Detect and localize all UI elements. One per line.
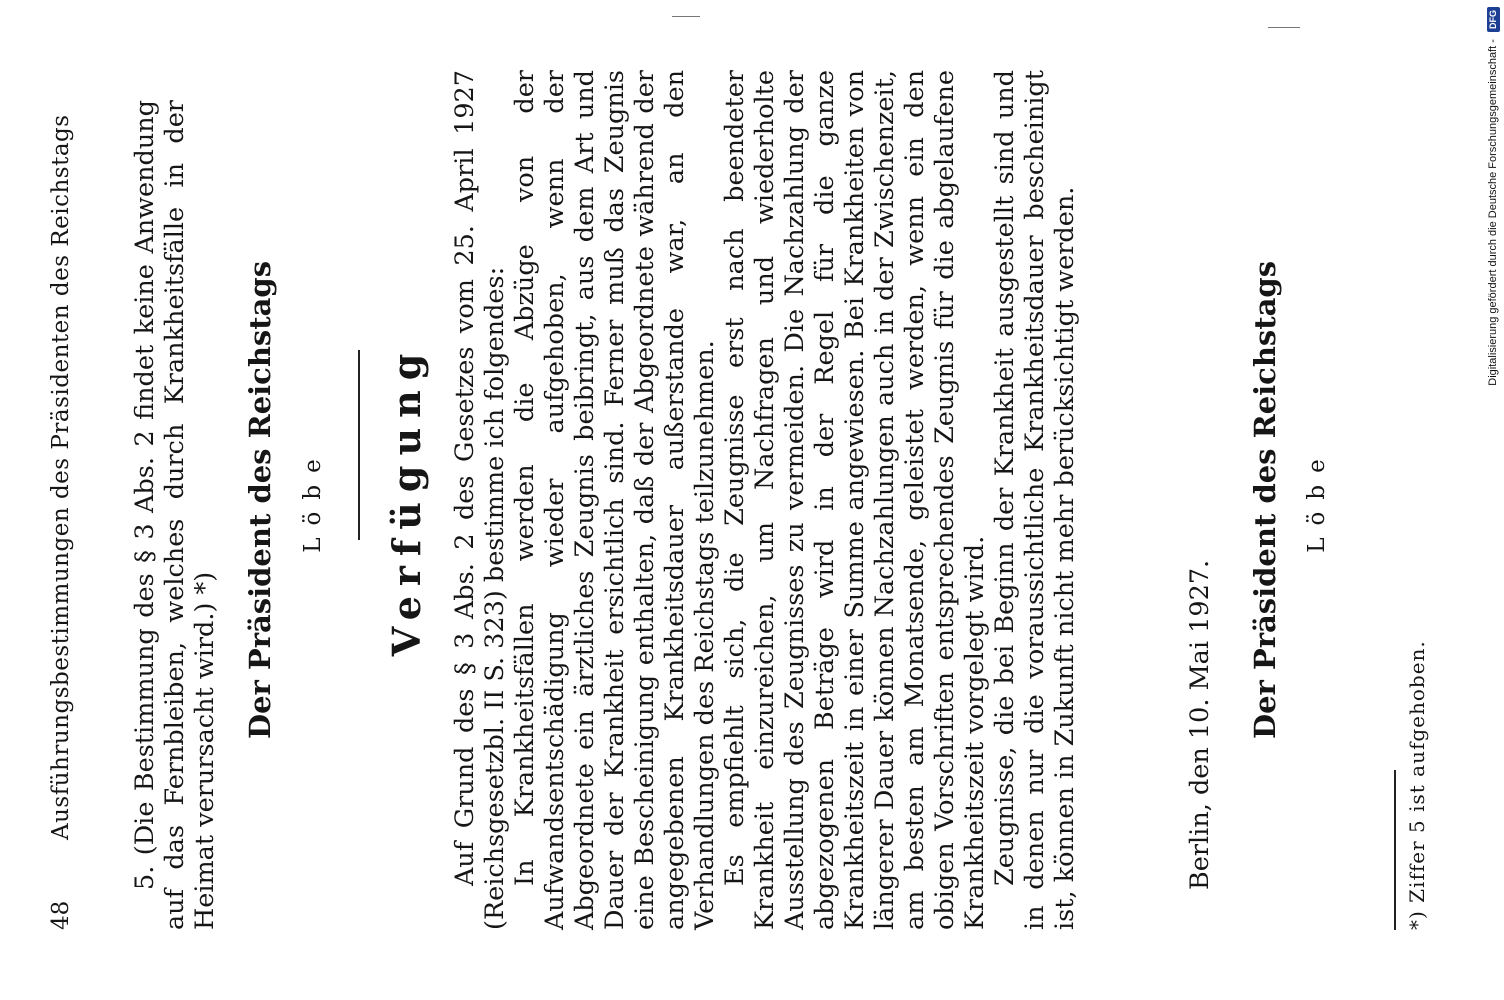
section-5-paragraph: 5. (Die Bestimmung des § 3 Abs. 2 findet keine Anwendung auf das Fernbleiben, welches durch Krankheitsfälle in der Heimat verursacht wird.) *) (130, 100, 220, 930)
page-number: 48 (48, 900, 74, 930)
footnote-rule (1394, 770, 1396, 930)
dfg-logo: DFG (1487, 7, 1500, 32)
decree-paragraph: Es empfiehlt sich, die Zeugnisse erst nach beendeter Krankheit einzureichen, um Nachfragen und wiederholte Ausstellung des Zeugnisses zu vermeiden. Die Nachzahlung der abgezogenen Beträge wird in der Regel für die ganze Krankheitszeit in einer Summe angewiesen. Bei Krankheiten von längerer Dauer können Nachzahlungen auch in der Zwischenzeit, am besten am Monatsende, geleistet werden, wenn ein den obigen Vorschriften entsprechendes Zeugnis für die abgelaufene Krankheitszeit vorgelegt wird. (720, 70, 990, 930)
footnote: *) Ziffer 5 ist aufgehoben. (1405, 640, 1429, 930)
scan-mark (672, 16, 700, 17)
decree-body (450, 70, 1080, 930)
dateline: Berlin, den 10. Mai 1927. (1185, 559, 1215, 890)
decree-heading: Verfügung (384, 343, 429, 657)
running-head (40, 70, 80, 930)
decree-paragraph: Zeugnisse, die bei Beginn der Krankheit ausgestellt sind und in denen nur die voraussichtliche Krankheitsdauer bescheinigt ist, können in Zukunft nicht mehr berücksichtigt werden. (990, 70, 1080, 930)
signature-name: Löbe (300, 447, 326, 553)
running-title: Ausführungsbestimmungen des Präsidenten des Reichstags (48, 114, 74, 840)
decree-paragraph: In Krankheitsfällen werden die Abzüge von der Aufwandsentschädigung wieder aufgehoben, wenn der Abgeordnete ein ärztliches Zeugnis beibringt, aus dem Art und Dauer der Krankheit ersichtlich sind. Ferner muß das Zeugnis eine Bescheinigung enthalten, daß der Abgeordnete während der angegebenen Krankheitsdauer außerstande war, an den Verhandlungen des Reichstags teilzunehmen. (510, 70, 720, 930)
scan-mark (1268, 27, 1300, 28)
rotated-document (40, 70, 1429, 930)
credit-text: Digitalisierung gefördert durch die Deutsche Forschungsgemeinschaft - (1487, 39, 1499, 386)
signature-title: Der Präsident des Reichstags (243, 260, 277, 740)
decree-paragraph: Auf Grund des § 3 Abs. 2 des Gesetzes vom 25. April 1927 (Reichsgesetzbl. II S. 323) bestimme ich folgendes: (450, 70, 510, 930)
signature-name: Löbe (1304, 447, 1330, 553)
section-divider (358, 350, 360, 540)
signature-title: Der Präsident des Reichstags (1248, 260, 1282, 740)
digitization-credit (1483, 7, 1503, 992)
